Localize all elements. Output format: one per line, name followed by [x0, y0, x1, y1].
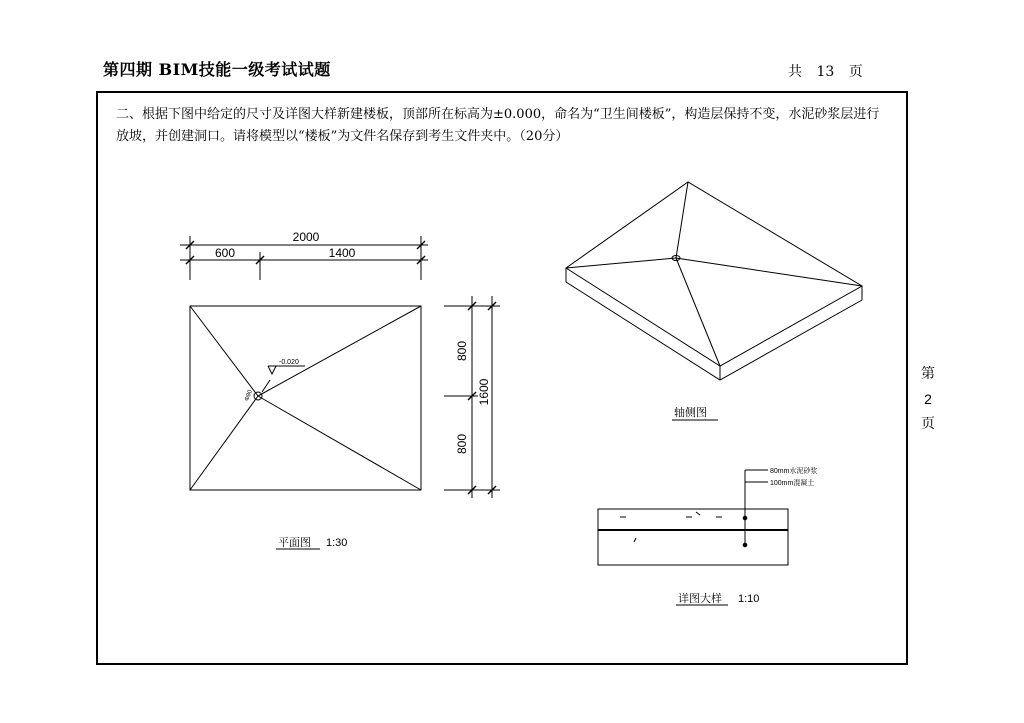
- plan-dimension-right: [444, 296, 500, 498]
- dim-height-total: 1600: [477, 378, 491, 406]
- detail-slab-outline: [598, 509, 788, 565]
- axonometric-view: [566, 182, 862, 380]
- total-pages-number: 13: [816, 64, 835, 80]
- axo-caption: 轴侧图: [674, 407, 707, 419]
- detail-layer2-label: 100mm混凝土: [770, 480, 815, 487]
- dim-right-width: 1400: [328, 246, 356, 260]
- dim-height-bottom: 800: [455, 433, 469, 455]
- total-pages-prefix: 共: [788, 64, 802, 80]
- plan-scale: 1:30: [326, 537, 348, 549]
- dim-total-width: 2000: [292, 230, 320, 244]
- side-suffix: 页: [921, 416, 935, 432]
- detail-scale: 1:10: [738, 593, 760, 605]
- dim-left-width: 600: [214, 246, 236, 260]
- hole-label: Φ80: [244, 389, 254, 403]
- elevation-marker: [262, 366, 305, 392]
- question-text: 二、根据下图中给定的尺寸及详图大样新建楼板，顶部所在标高为±0.000，命名为“卫生间楼板”，构造层保持不变，水泥砂浆层进行放坡，并创建洞口。请将模型以“楼板”为文件名保存到考生文件夹中。（20分）: [116, 107, 880, 144]
- detail-view: [598, 470, 788, 565]
- plan-view: [180, 236, 500, 498]
- detail-caption: 详图大样: [678, 593, 722, 605]
- side-prefix: 第: [921, 366, 935, 382]
- side-page-number: 2: [924, 391, 932, 407]
- plan-slope-lines: [190, 306, 421, 490]
- total-pages-suffix: 页: [848, 64, 863, 80]
- plan-slab-outline: [190, 306, 421, 490]
- elevation-label: -0.020: [279, 359, 299, 366]
- exam-title: 第四期 BIM技能一级考试试题: [103, 60, 331, 79]
- detail-layer1-label: 80mm水泥砂浆: [770, 468, 818, 475]
- dim-height-top: 800: [455, 340, 469, 362]
- plan-caption: 平面图: [278, 537, 311, 549]
- axo-top-face: [566, 182, 862, 366]
